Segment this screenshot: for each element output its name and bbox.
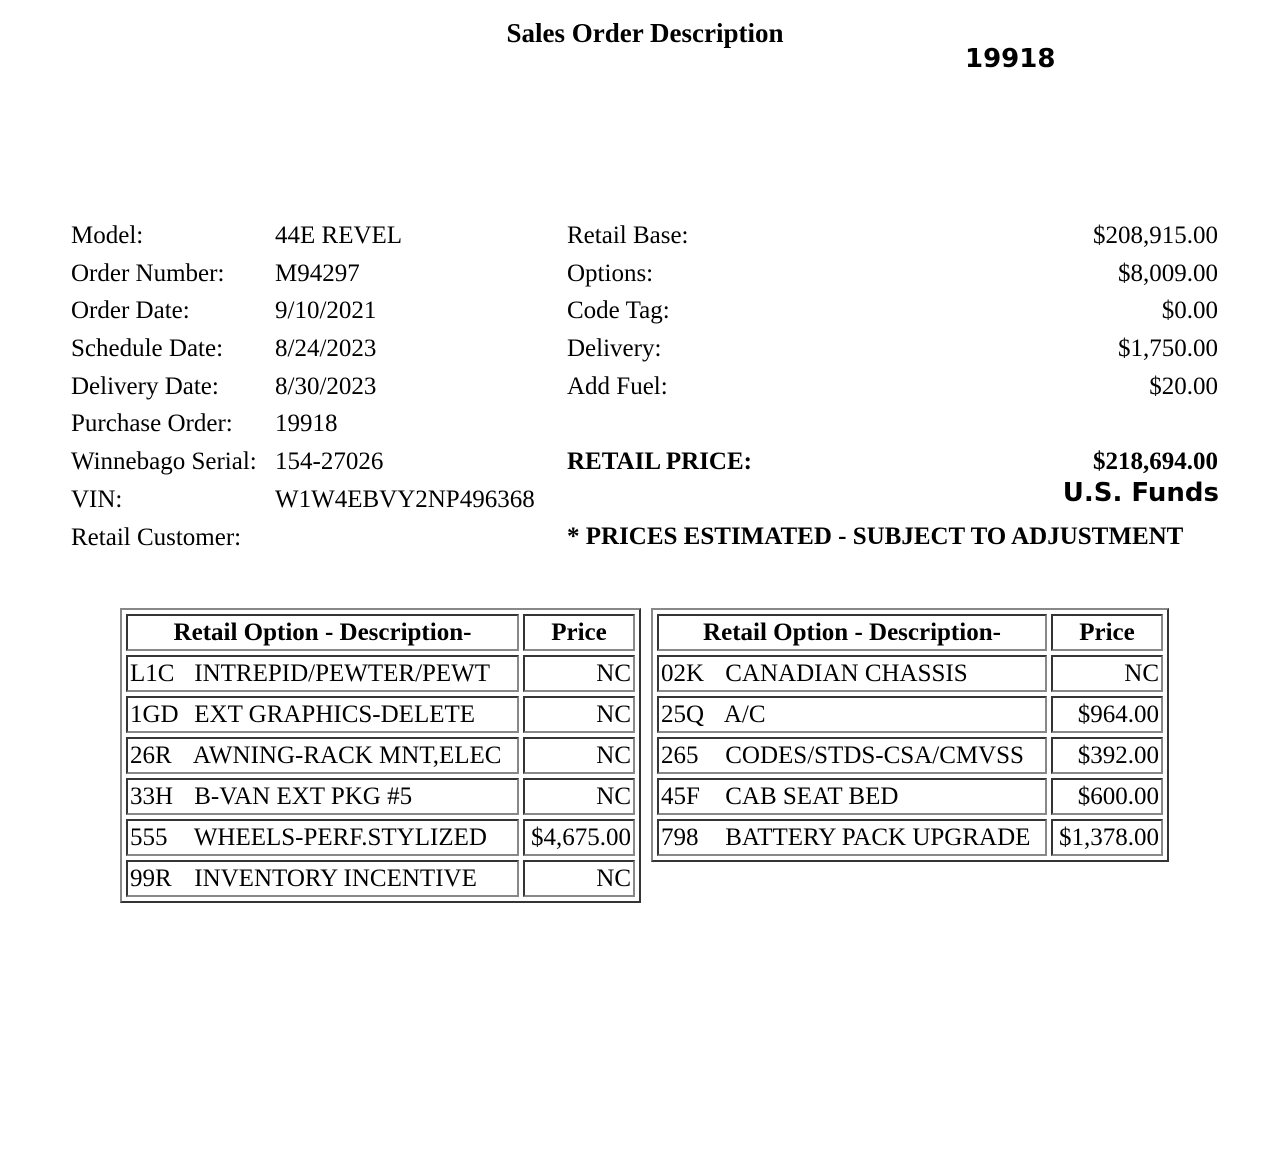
option-description bbox=[126, 696, 519, 733]
model-value: 44E REVEL bbox=[275, 222, 403, 249]
table-row bbox=[657, 655, 1163, 692]
option-code: 02K bbox=[661, 659, 705, 687]
option-desc-text: INTREPID/PEWTER/PEWT bbox=[194, 659, 491, 687]
option-price: NC bbox=[523, 778, 635, 815]
option-price: NC bbox=[1051, 655, 1163, 692]
vin-label: VIN: bbox=[71, 485, 123, 513]
option-code: 555 bbox=[130, 823, 168, 851]
table-row bbox=[126, 860, 635, 897]
option-price: $392.00 bbox=[1051, 737, 1163, 774]
options-row bbox=[567, 255, 1218, 293]
column-header-price: Price bbox=[523, 614, 635, 651]
option-code: 1GD bbox=[130, 700, 179, 728]
options-table-right bbox=[651, 608, 1169, 862]
order-date-value: 9/10/2021 bbox=[275, 297, 377, 325]
option-price: $4,675.00 bbox=[523, 819, 635, 856]
order-date-label: Order Date: bbox=[71, 297, 190, 325]
option-desc-text: CAB SEAT BED bbox=[725, 782, 899, 810]
option-desc-text: CODES/STDS-CSA/CMVSS bbox=[725, 741, 1024, 769]
option-description bbox=[126, 819, 519, 856]
code-tag-value: $0.00 bbox=[1161, 297, 1218, 325]
retail-base-label: Retail Base: bbox=[567, 222, 689, 249]
option-desc-text: CANADIAN CHASSIS bbox=[725, 659, 968, 687]
option-description bbox=[126, 860, 519, 897]
retail-price-label: RETAIL PRICE: bbox=[567, 448, 752, 476]
customer-label: Retail Customer: bbox=[71, 523, 242, 551]
option-desc-text: EXT GRAPHICS-DELETE bbox=[194, 700, 476, 728]
pricing-summary bbox=[567, 217, 1218, 481]
option-code: 26R bbox=[130, 741, 172, 769]
option-price: $1,378.00 bbox=[1051, 819, 1163, 856]
funds-note: U.S. Funds bbox=[1062, 478, 1219, 508]
table-row bbox=[657, 696, 1163, 733]
vin-value: W1W4EBVY2NP496368 bbox=[275, 485, 535, 513]
option-price: NC bbox=[523, 860, 635, 897]
code-tag-label: Code Tag: bbox=[567, 297, 670, 325]
option-desc-text: BATTERY PACK UPGRADE bbox=[725, 823, 1031, 851]
option-description bbox=[657, 819, 1047, 856]
serial-value: 154-27026 bbox=[275, 448, 384, 476]
options-value: $8,009.00 bbox=[1118, 259, 1218, 287]
option-code: 33H bbox=[130, 782, 174, 810]
option-code: L1C bbox=[130, 659, 175, 687]
option-desc-text: WHEELS-PERF.STYLIZED bbox=[193, 823, 487, 851]
option-description bbox=[126, 655, 519, 692]
options-table-left bbox=[120, 608, 641, 903]
delivery-date-label: Delivery Date: bbox=[71, 372, 219, 400]
option-description bbox=[126, 778, 519, 815]
option-code: 25Q bbox=[661, 700, 705, 728]
option-price: $964.00 bbox=[1051, 696, 1163, 733]
table-header-row bbox=[126, 614, 635, 651]
delivery-date-value: 8/30/2023 bbox=[275, 372, 377, 400]
schedule-date-value: 8/24/2023 bbox=[275, 335, 377, 363]
serial-label: Winnebago Serial: bbox=[71, 448, 257, 476]
retail-price-value: $218,694.00 bbox=[1093, 448, 1218, 476]
schedule-date-label: Schedule Date: bbox=[71, 335, 224, 363]
option-code: 45F bbox=[661, 782, 700, 810]
spacer-row bbox=[567, 405, 1218, 443]
option-description bbox=[657, 655, 1047, 692]
option-desc-text: A/C bbox=[723, 700, 766, 728]
order-number-value: M94297 bbox=[275, 259, 360, 287]
delivery-row bbox=[567, 330, 1218, 368]
page-title: Sales Order Description bbox=[506, 18, 784, 48]
estimate-note: * PRICES ESTIMATED - SUBJECT TO ADJUSTMENT bbox=[567, 523, 1184, 550]
add-fuel-label: Add Fuel: bbox=[567, 372, 668, 400]
option-price: $600.00 bbox=[1051, 778, 1163, 815]
table-row bbox=[657, 778, 1163, 815]
purchase-order-value: 19918 bbox=[275, 410, 338, 438]
option-description bbox=[126, 737, 519, 774]
option-description bbox=[657, 778, 1047, 815]
option-desc-text: AWNING-RACK MNT,ELEC bbox=[192, 741, 502, 769]
option-price: NC bbox=[523, 737, 635, 774]
table-row bbox=[657, 819, 1163, 856]
option-description bbox=[657, 696, 1047, 733]
option-desc-text: INVENTORY INCENTIVE bbox=[194, 864, 477, 892]
table-row bbox=[126, 778, 635, 815]
purchase-order-label: Purchase Order: bbox=[71, 410, 233, 438]
column-header-description: Retail Option - Description- bbox=[657, 614, 1047, 651]
add-fuel-value: $20.00 bbox=[1149, 372, 1218, 400]
table-row bbox=[657, 737, 1163, 774]
add-fuel-row bbox=[567, 368, 1218, 406]
delivery-value: $1,750.00 bbox=[1118, 335, 1218, 363]
option-price: NC bbox=[523, 696, 635, 733]
table-row bbox=[126, 696, 635, 733]
order-number-label: Order Number: bbox=[71, 259, 225, 287]
options-label: Options: bbox=[567, 259, 654, 287]
column-header-price: Price bbox=[1051, 614, 1163, 651]
table-row bbox=[126, 737, 635, 774]
retail-base-row bbox=[567, 217, 1218, 255]
option-code: 798 bbox=[661, 823, 699, 851]
option-description bbox=[657, 737, 1047, 774]
option-price: NC bbox=[523, 655, 635, 692]
retail-base-value: $208,915.00 bbox=[1093, 222, 1218, 249]
table-row bbox=[126, 655, 635, 692]
delivery-label: Delivery: bbox=[567, 335, 662, 363]
retail-price-row bbox=[567, 443, 1218, 481]
model-label: Model: bbox=[71, 222, 144, 249]
po-number-header: 19918 bbox=[965, 44, 1056, 74]
option-desc-text: B-VAN EXT PKG #5 bbox=[194, 782, 413, 810]
code-tag-row bbox=[567, 292, 1218, 330]
option-code: 265 bbox=[661, 741, 699, 769]
table-header-row bbox=[657, 614, 1163, 651]
table-row bbox=[126, 819, 635, 856]
option-code: 99R bbox=[130, 864, 172, 892]
column-header-description: Retail Option - Description- bbox=[126, 614, 519, 651]
